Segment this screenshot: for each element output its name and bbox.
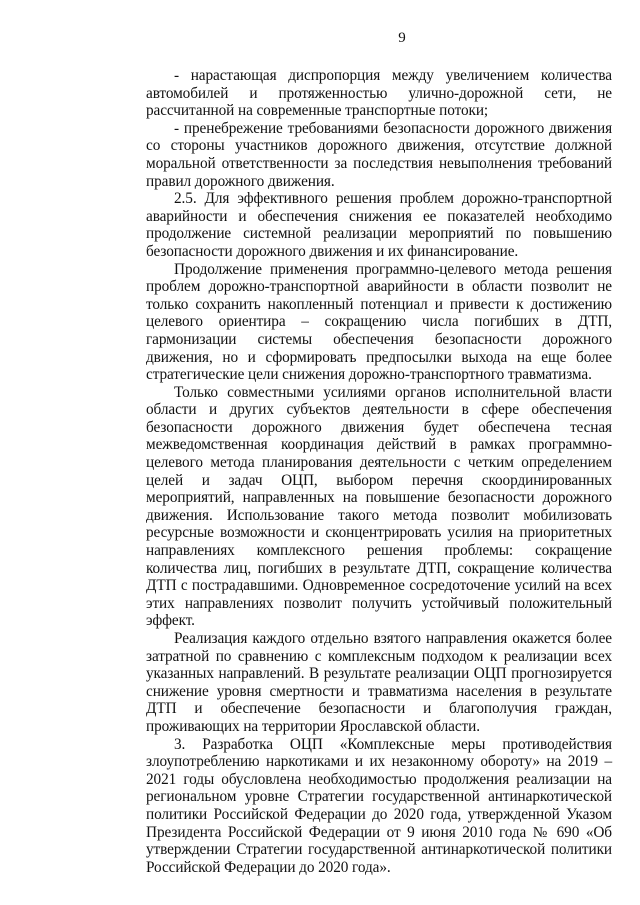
paragraph-1: - нарастающая диспропорция между увеличением количества автомобилей и протяженностью улично-дорожной сети, не рассчитанной на современные транспортные потоки; xyxy=(146,67,612,120)
paragraph-3: 2.5. Для эффективного решения проблем дорожно-транспортной аварийности и обеспечения снижения ее показателей необходимо продолжение системной реализации мероприятий по повышению безопасности дорожного движения и их финансирование. xyxy=(146,190,612,260)
paragraph-5: Только совместными усилиями органов исполнительной власти области и других субъектов деятельности в сфере обеспечения безопасности дорожного движения будет обеспечена тесная межведомственная координация действий в рамках программно-целевого метода планирования деятельности с четким определением целей и задач ОЦП, выбором перечня скоординированных мероприятий, направленных на повышение безопасности дорожного движения. Использование такого метода позволит мобилизовать ресурсные возможности и сконцентрировать усилия на приоритетных направлениях комплексного решения проблемы: сокращение количества лиц, погибших в результате ДТП, сокращение количества ДТП с пострадавшими. Одновременное сосредоточение усилий на всех этих направлениях позволит получить устойчивый положительный эффект. xyxy=(146,383,612,630)
paragraph-2: - пренебрежение требованиями безопасности дорожного движения со стороны участников дорожного движения, отсутствие должной моральной ответственности за последствия невыполнения требований правил дорожного движения. xyxy=(146,119,612,190)
paragraph-4: Продолжение применения программно-целевого метода решения проблем дорожно-транспортной аварийности в области позволит не только сохранить накопленный потенциал и привести к достижению целевого ориентира – сокращению числа погибших в ДТП, гармонизации системы обеспечения безопасности дорожного движения, но и сформировать предпосылки выхода на еще более стратегические цели снижения дорожно-транспортного травматизма. xyxy=(146,260,612,384)
paragraph-7: 3. Разработка ОЦП «Комплексные меры противодействия злоупотреблению наркотиками и их незаконному обороту» на 2019 – 2021 годы обусловлена необходимостью продолжения реализации на региональном уровне Стратегии государственной антинаркотической политики Российской Федерации до 2020 года, утвержденной Указом Президента Российской Федерации от 9 июня 2010 года № 690 «Об утверждении Стратегии государственной антинаркотической политики Российской Федерации до 2020 года». xyxy=(146,735,612,876)
document-page xyxy=(146,30,612,876)
paragraph-6: Реализация каждого отдельно взятого направления окажется более затратной по сравнению с комплексным подходом к реализации всех указанных направлений. В результате реализации ОЦП прогнозируется снижение уровня смертности и травматизма населения в результате ДТП и обеспечение безопасности и благополучия граждан, проживающих на территории Ярославской области. xyxy=(146,630,612,735)
page-number: 9 xyxy=(398,30,406,46)
